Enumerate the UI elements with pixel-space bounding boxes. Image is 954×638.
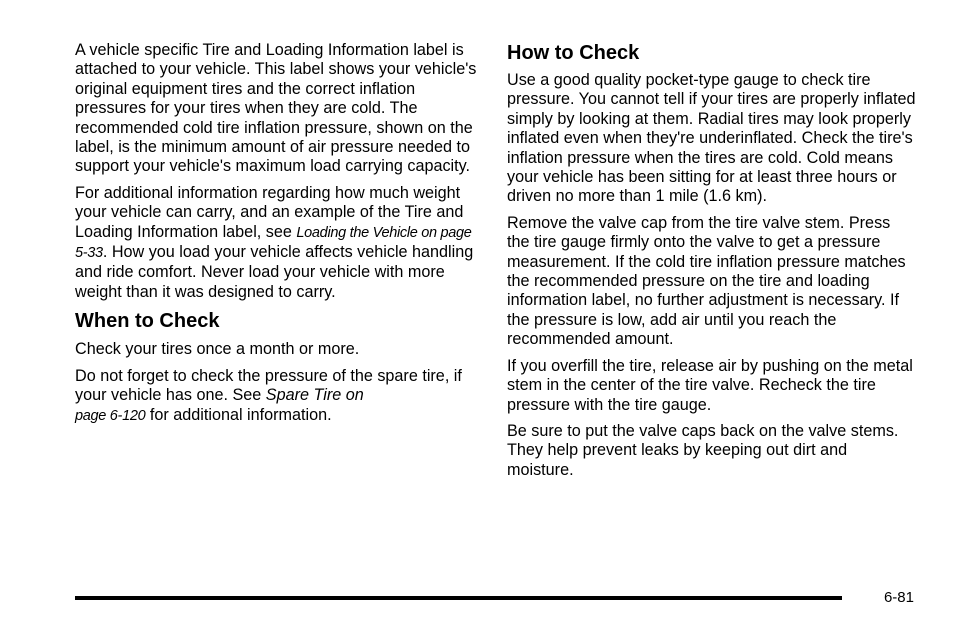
spare-tire-link[interactable]: Spare Tire on	[265, 386, 364, 405]
intro-paragraph: A vehicle specific Tire and Loading Information label is attached to your vehicle. This label shows your vehicle's original equipment tires and the correct inflation pressures for your tires when they are cold. The recommended cold tire inflation pressure, shown on the label, is the minimum amount of air pressure needed to support your vehicle's maximum load carrying capacity.	[75, 41, 477, 176]
how-paragraph-3: If you overfill the tire, release air by pushing on the metal stem in the center of the tire valve. Recheck the tire pressure with the tire gauge.	[507, 356, 913, 414]
when-paragraph-2	[75, 367, 480, 426]
how-paragraph-2: Remove the valve cap from the tire valve stem. Press the tire gauge firmly onto the valve to get a pressure measurement. If the cold tire inflation pressure matches the recommended pressure on the tire and loading information label, no further adjustment is necessary. If the pressure is low, add air until you reach the recommended amount.	[507, 213, 906, 349]
additional-info-text-b: . How you load your vehicle affects vehicle handling and ride comfort. Never load your vehicle with more weight than it was designed to carry.	[75, 243, 474, 301]
additional-info-text-a: For additional information regarding how much weight your vehicle can carry, and an example of the Tire and Loading Information label, see	[75, 183, 464, 241]
page-number: 6-81	[883, 589, 914, 606]
when-paragraph-1: Check your tires once a month or more.	[75, 340, 360, 359]
footer-rule	[75, 596, 842, 600]
loading-vehicle-link[interactable]: Loading the Vehicle on page 5-33	[75, 224, 472, 262]
when-text-b: for additional information.	[145, 405, 332, 424]
spare-tire-page-link[interactable]: page 6-120	[75, 407, 146, 424]
right-column	[507, 41, 917, 487]
how-paragraph-4: Be sure to put the valve caps back on the valve stems. They help prevent leaks by keeping out dirt and moisture.	[507, 421, 899, 479]
left-column	[75, 41, 480, 433]
how-to-check-heading: How to Check	[507, 42, 640, 64]
when-text-a: Do not forget to check the pressure of the spare tire, if your vehicle has one. See	[75, 366, 462, 405]
when-to-check-heading: When to Check	[75, 310, 220, 333]
how-paragraph-1: Use a good quality pocket-type gauge to check tire pressure. You cannot tell if your tires are properly inflated simply by looking at them. Radial tires may look properly inflated even when they're underinflated. Check the tire's inflation pressure when the tires are cold. Cold means your vehicle has been sitting for at least three hours or driven no more than 1 mile (1.6 km).	[507, 71, 916, 206]
additional-info-paragraph	[75, 184, 480, 302]
